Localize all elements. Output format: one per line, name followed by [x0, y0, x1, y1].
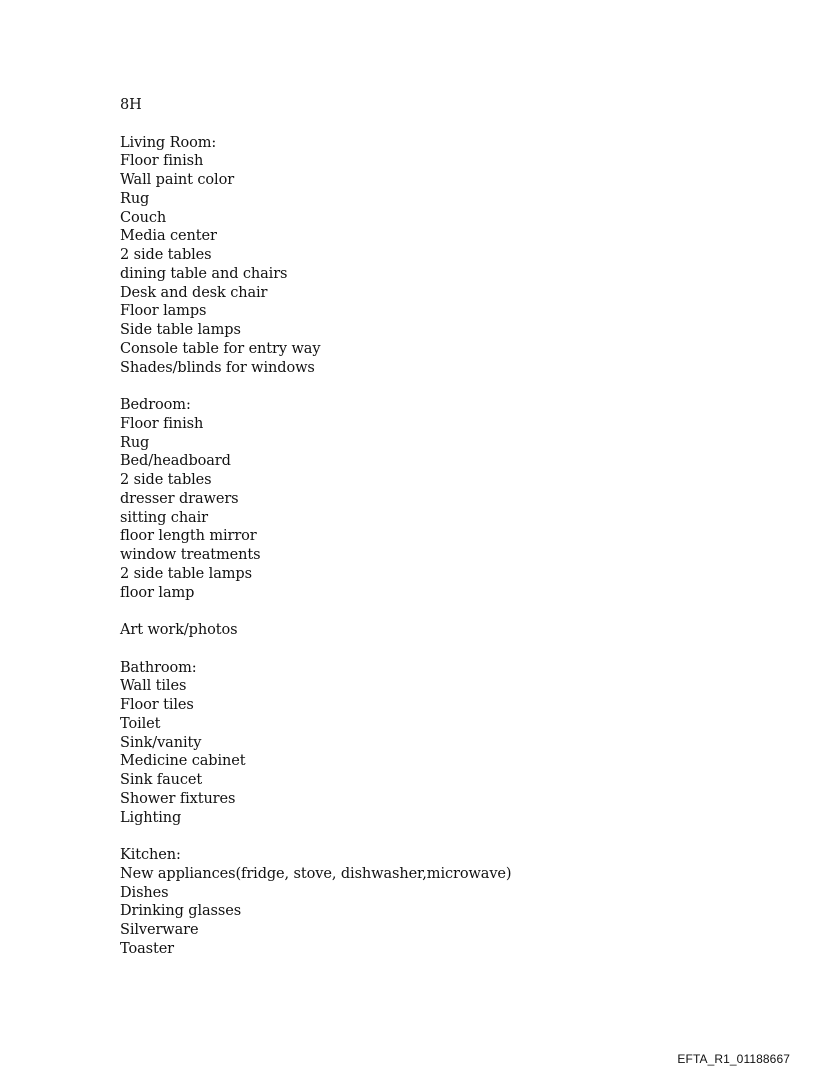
list-item: Lighting [120, 809, 182, 826]
list-item: Floor finish [120, 153, 204, 170]
list-item: Toaster [120, 940, 175, 957]
list-item: Media center [120, 228, 217, 245]
list-item: 2 side tables [120, 472, 212, 488]
list-item: Wall tiles [120, 678, 187, 695]
section-living-room [120, 134, 760, 378]
list-item: Shower fixtures [120, 790, 236, 807]
document-page [120, 96, 760, 959]
list-item: Toilet [120, 715, 161, 732]
spacer [120, 827, 760, 846]
list-item: dresser drawers [120, 490, 239, 507]
list-item: Sink/vanity [120, 734, 202, 751]
spacer [120, 377, 760, 396]
list-item: Rug [120, 190, 150, 207]
document-id: EFTA_R1_01188667 [677, 1052, 790, 1066]
list-item: Drinking glasses [120, 903, 242, 920]
list-item: 2 side table lamps [120, 565, 252, 582]
list-item: 2 side tables [120, 247, 212, 263]
section-heading: Art work/photos [120, 622, 238, 638]
spacer [120, 115, 760, 134]
section-kitchen [120, 846, 760, 959]
list-item: Medicine cabinet [120, 753, 246, 770]
list-item: Desk and desk chair [120, 284, 268, 301]
section-heading: Living Room: [120, 134, 217, 151]
list-item: Floor finish [120, 415, 204, 432]
unit-label: 8H [120, 97, 142, 113]
list-item: Wall paint color [120, 172, 235, 188]
list-item: Bed/headboard [120, 453, 231, 470]
list-item: Silverware [120, 922, 199, 938]
list-item: sitting chair [120, 509, 208, 526]
spacer [120, 602, 760, 621]
list-item: Couch [120, 209, 167, 226]
section-heading: Kitchen: [120, 847, 181, 863]
list-item: Floor lamps [120, 303, 207, 320]
list-item: Side table lamps [120, 322, 241, 338]
list-item: Floor tiles [120, 697, 194, 713]
list-item: Shades/blinds for windows [120, 359, 315, 376]
list-item: floor length mirror [120, 528, 257, 545]
list-item: Rug [120, 434, 150, 451]
section-art-work [120, 621, 760, 640]
list-item: window treatments [120, 547, 261, 563]
section-heading: Bedroom: [120, 397, 191, 413]
section-bathroom [120, 659, 760, 828]
list-item: Console table for entry way [120, 340, 321, 357]
list-item: Dishes [120, 884, 169, 901]
list-item: New appliances(fridge, stove, dishwasher,microwave) [120, 865, 512, 882]
section-heading: Bathroom: [120, 659, 197, 676]
list-item: Sink faucet [120, 772, 203, 788]
section-bedroom [120, 396, 760, 602]
list-item: dining table and chairs [120, 265, 288, 282]
spacer [120, 640, 760, 659]
list-item: floor lamp [120, 584, 195, 601]
